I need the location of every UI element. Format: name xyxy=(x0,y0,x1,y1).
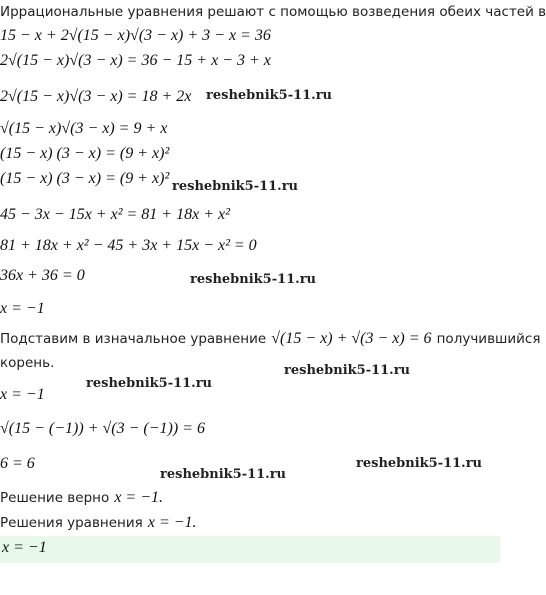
step-10: x = −1 xyxy=(0,300,45,317)
solutions-line xyxy=(0,512,197,532)
substitute-text: Подставим в изначальное уравнение xyxy=(0,331,267,347)
watermark: reshebnik5-11.ru xyxy=(172,179,299,194)
watermark: reshebnik5-11.ru xyxy=(356,456,483,471)
watermark: reshebnik5-11.ru xyxy=(160,467,287,482)
step-5: (15 − x) (3 − x) = (9 + x)² xyxy=(0,145,170,162)
verify-line xyxy=(0,487,163,507)
intro-text: Иррациональные уравнения решают с помощью возведения обеих частей в xyxy=(0,4,546,20)
check-2: √(15 − (−1)) + √(3 − (−1)) = 6 xyxy=(0,420,205,437)
step-4: √(15 − x)√(3 − x) = 9 + x xyxy=(0,120,168,137)
step-2: 2√(15 − x)√(3 − x) = 36 − 15 + x − 3 + x xyxy=(0,52,271,69)
step-9: 36x + 36 = 0 xyxy=(0,267,85,284)
step-8: 81 + 18x + x² − 45 + 3x + 15x − x² = 0 xyxy=(0,237,257,254)
solutions-text: Решения уравнения xyxy=(0,515,143,531)
step-3: 2√(15 − x)√(3 − x) = 18 + 2x xyxy=(0,88,192,105)
substitute-line xyxy=(0,328,540,348)
step-6: (15 − x) (3 − x) = (9 + x)² xyxy=(0,170,170,187)
solutions-math: x = −1. xyxy=(147,514,197,531)
step-1: 15 − x + 2√(15 − x)√(3 − x) + 3 − x = 36 xyxy=(0,27,271,44)
root-word: корень. xyxy=(0,355,55,371)
watermark: reshebnik5-11.ru xyxy=(190,272,317,287)
final-answer: x = −1 xyxy=(2,539,47,556)
substitute-tail: получившийся xyxy=(436,331,541,347)
watermark: reshebnik5-11.ru xyxy=(284,363,411,378)
answer-box xyxy=(0,536,500,563)
check-1: x = −1 xyxy=(0,386,45,403)
watermark: reshebnik5-11.ru xyxy=(206,88,333,103)
substitute-equation: √(15 − x) + √(3 − x) = 6 xyxy=(271,330,432,347)
watermark: reshebnik5-11.ru xyxy=(86,376,213,391)
step-7: 45 − 3x − 15x + x² = 81 + 18x + x² xyxy=(0,206,230,223)
check-3: 6 = 6 xyxy=(0,455,35,472)
verify-text: Решение верно xyxy=(0,490,110,506)
verify-math: x = −1. xyxy=(114,489,164,506)
